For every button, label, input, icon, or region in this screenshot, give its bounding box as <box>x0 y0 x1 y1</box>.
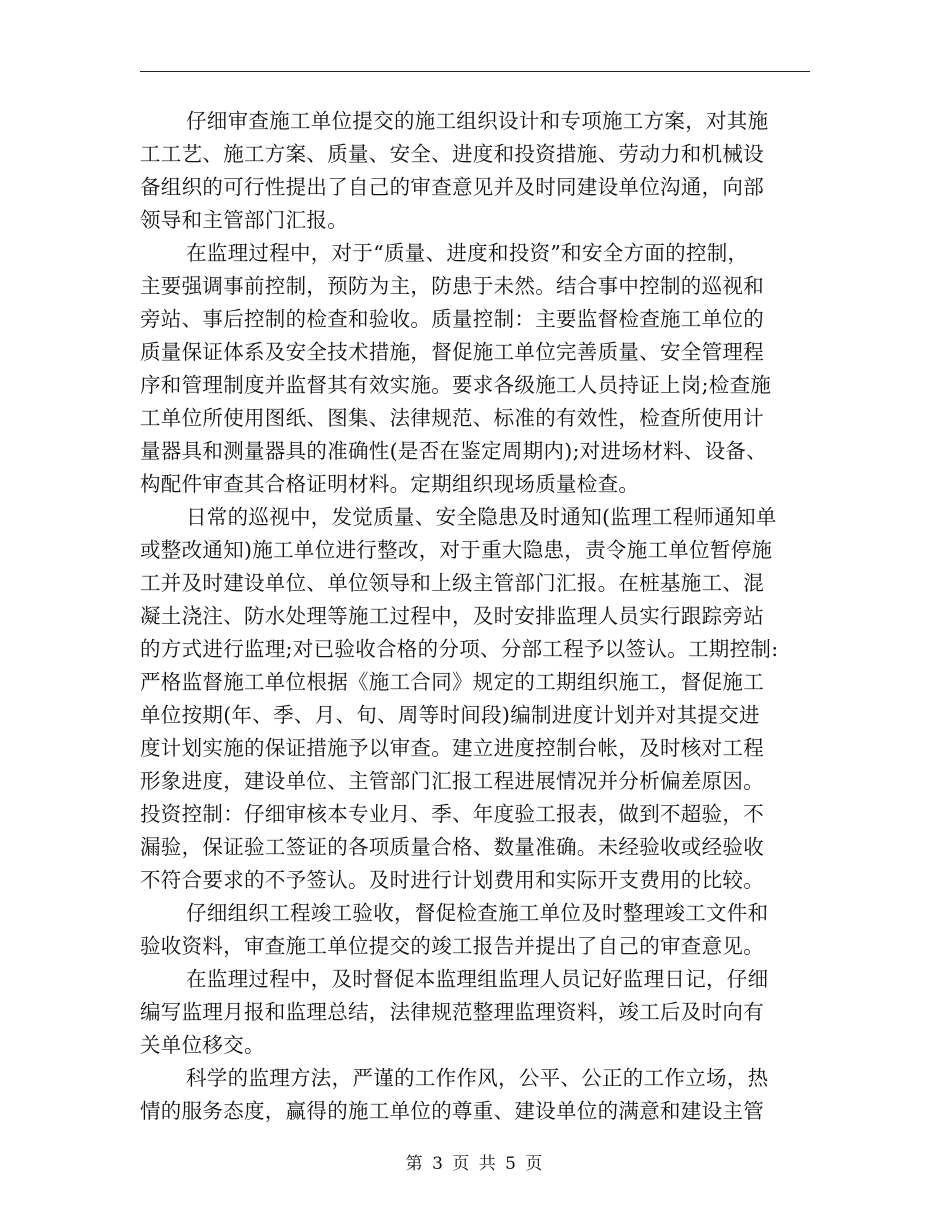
paragraph-1-line-1: 仔细审查施工单位提交的施工组织设计和专项施工方案，对其施 <box>186 109 769 133</box>
page-footer: 第 3 页 共 5 页 <box>405 1154 545 1174</box>
paragraph-5-line-2: 编写监理月报和监理总结，法律规范整理监理资料，竣工后及时向有 <box>140 1000 764 1024</box>
paragraph-3-line-1: 日常的巡视中，发觉质量、安全隐患及时通知(监理工程师通知单 <box>186 505 777 529</box>
paragraph-3-line-5: 的方式进行监理;对已验收合格的分项、分部工程予以签认。工期控制: <box>140 637 779 661</box>
header-rule <box>140 71 810 72</box>
paragraph-2-line-4: 质量保证体系及安全技术措施，督促施工单位完善质量、安全管理程 <box>140 340 764 364</box>
paragraph-5-line-1: 在监理过程中，及时督促本监理组监理人员记好监理日记，仔细 <box>186 967 769 991</box>
paragraph-3-line-7: 单位按期(年、季、月、旬、周等时间段)编制进度计划并对其提交进 <box>140 703 760 727</box>
paragraph-5-line-3: 关单位移交。 <box>140 1033 265 1057</box>
paragraph-2-line-8: 构配件审查其合格证明材料。定期组织现场质量检查。 <box>140 472 640 496</box>
paragraph-4-line-1: 仔细组织工程竣工验收，督促检查施工单位及时整理竣工文件和 <box>186 901 769 925</box>
paragraph-4-line-2: 验收资料，审查施工单位提交的竣工报告并提出了自己的审查意见。 <box>140 934 764 958</box>
paragraph-3-line-12: 不符合要求的不予签认。及时进行计划费用和实际开支费用的比较。 <box>140 868 764 892</box>
paragraph-6-line-2: 情的服务态度，赢得的施工单位的尊重、建设单位的满意和建设主管 <box>140 1099 764 1123</box>
paragraph-3-line-4: 凝土浇注、防水处理等施工过程中，及时安排监理人员实行跟踪旁站 <box>140 604 764 628</box>
paragraph-1-line-2: 工工艺、施工方案、质量、安全、进度和投资措施、劳动力和机械设 <box>140 142 764 166</box>
paragraph-6-line-1: 科学的监理方法，严谨的工作作风，公平、公正的工作立场，热 <box>186 1066 769 1090</box>
paragraph-3-line-2: 或整改通知)施工单位进行整改，对于重大隐患，责令施工单位暂停施 <box>140 538 773 562</box>
paragraph-3-line-3: 工并及时建设单位、单位领导和上级主管部门汇报。在桩基施工、混 <box>140 571 764 595</box>
paragraph-2-line-3: 旁站、事后控制的检查和验收。质量控制：主要监督检查施工单位的 <box>140 307 764 331</box>
paragraph-2-line-7: 量器具和测量器具的准确性(是否在鉴定周期内);对进场材料、设备、 <box>140 439 768 463</box>
paragraph-1-line-3: 备组织的可行性提出了自己的审查意见并及时同建设单位沟通，向部 <box>140 175 764 199</box>
paragraph-2-line-2: 主要强调事前控制，预防为主，防患于未然。结合事中控制的巡视和 <box>140 274 764 298</box>
paragraph-2-line-1: 在监理过程中，对于“质量、进度和投资”和安全方面的控制， <box>186 241 749 265</box>
paragraph-1-line-4: 领导和主管部门汇报。 <box>140 208 348 232</box>
document-body <box>140 105 812 1128</box>
paragraph-3-line-10: 投资控制：仔细审核本专业月、季、年度验工报表，做到不超验，不 <box>140 802 764 826</box>
paragraph-3-line-11: 漏验，保证验工签证的各项质量合格、数量准确。未经验收或经验收 <box>140 835 764 859</box>
paragraph-3-line-9: 形象进度，建设单位、主管部门汇报工程进展情况并分析偏差原因。 <box>140 769 764 793</box>
paragraph-2-line-6: 工单位所使用图纸、图集、法律规范、标准的有效性，检查所使用计 <box>140 406 764 430</box>
paragraph-2-line-5: 序和管理制度并监督其有效实施。要求各级施工人员持证上岗;检查施 <box>140 373 772 397</box>
paragraph-3-line-6: 严格监督施工单位根据《施工合同》规定的工期组织施工，督促施工 <box>140 670 764 694</box>
paragraph-3-line-8: 度计划实施的保证措施予以审查。建立进度控制台帐，及时核对工程 <box>140 736 764 760</box>
